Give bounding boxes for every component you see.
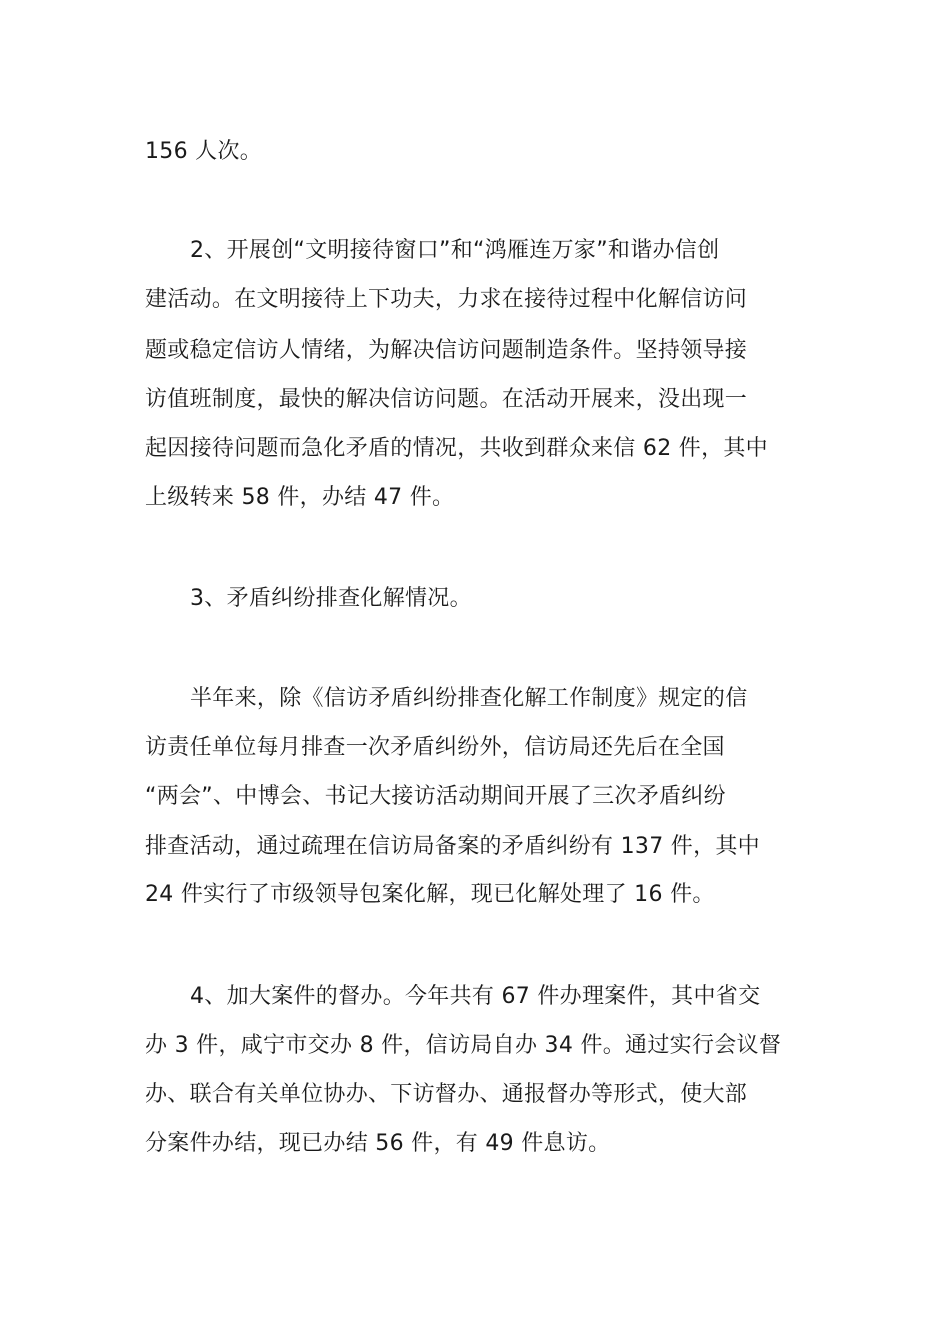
paragraph-line: 4、加大案件的督办。今年共有 67 件办理案件，其中省交 [190,984,761,1009]
paragraph-line: 办 3 件，咸宁市交办 8 件，信访局自办 34 件。通过实行会议督 [145,1033,782,1058]
section-heading: 3、矛盾纠纷排查化解情况。 [190,586,472,611]
paragraph-line: 题或稳定信访人情绪，为解决信访问题制造条件。坚持领导接 [145,338,748,363]
paragraph-line: 起因接待问题而急化矛盾的情况，共收到群众来信 62 件，其中 [145,436,768,461]
paragraph-line: 上级转来 58 件，办结 47 件。 [145,485,455,510]
paragraph-line: 办、联合有关单位协办、下访督办、通报督办等形式，使大部 [145,1082,748,1107]
paragraph-line: 访值班制度，最快的解决信访问题。在活动开展来，没出现一 [145,387,748,412]
paragraph-line: 访责任单位每月排查一次矛盾纠纷外，信访局还先后在全国 [145,735,725,760]
paragraph-line: 分案件办结，现已办结 56 件，有 49 件息访。 [145,1131,611,1156]
paragraph-line: 156 人次。 [145,139,263,164]
paragraph-line: 建活动。在文明接待上下功夫，力求在接待过程中化解信访问 [145,287,748,312]
paragraph-line: 半年来，除《信访矛盾纠纷排查化解工作制度》规定的信 [190,686,748,711]
paragraph-line: 排查活动，通过疏理在信访局备案的矛盾纠纷有 137 件，其中 [145,834,760,859]
paragraph-line: 2、开展创“文明接待窗口”和“鸿雁连万家”和谐办信创 [190,238,720,263]
paragraph-line: 24 件实行了市级领导包案化解，现已化解处理了 16 件。 [145,882,715,907]
paragraph-line: “两会”、中博会、书记大接访活动期间开展了三次矛盾纠纷 [145,784,726,809]
